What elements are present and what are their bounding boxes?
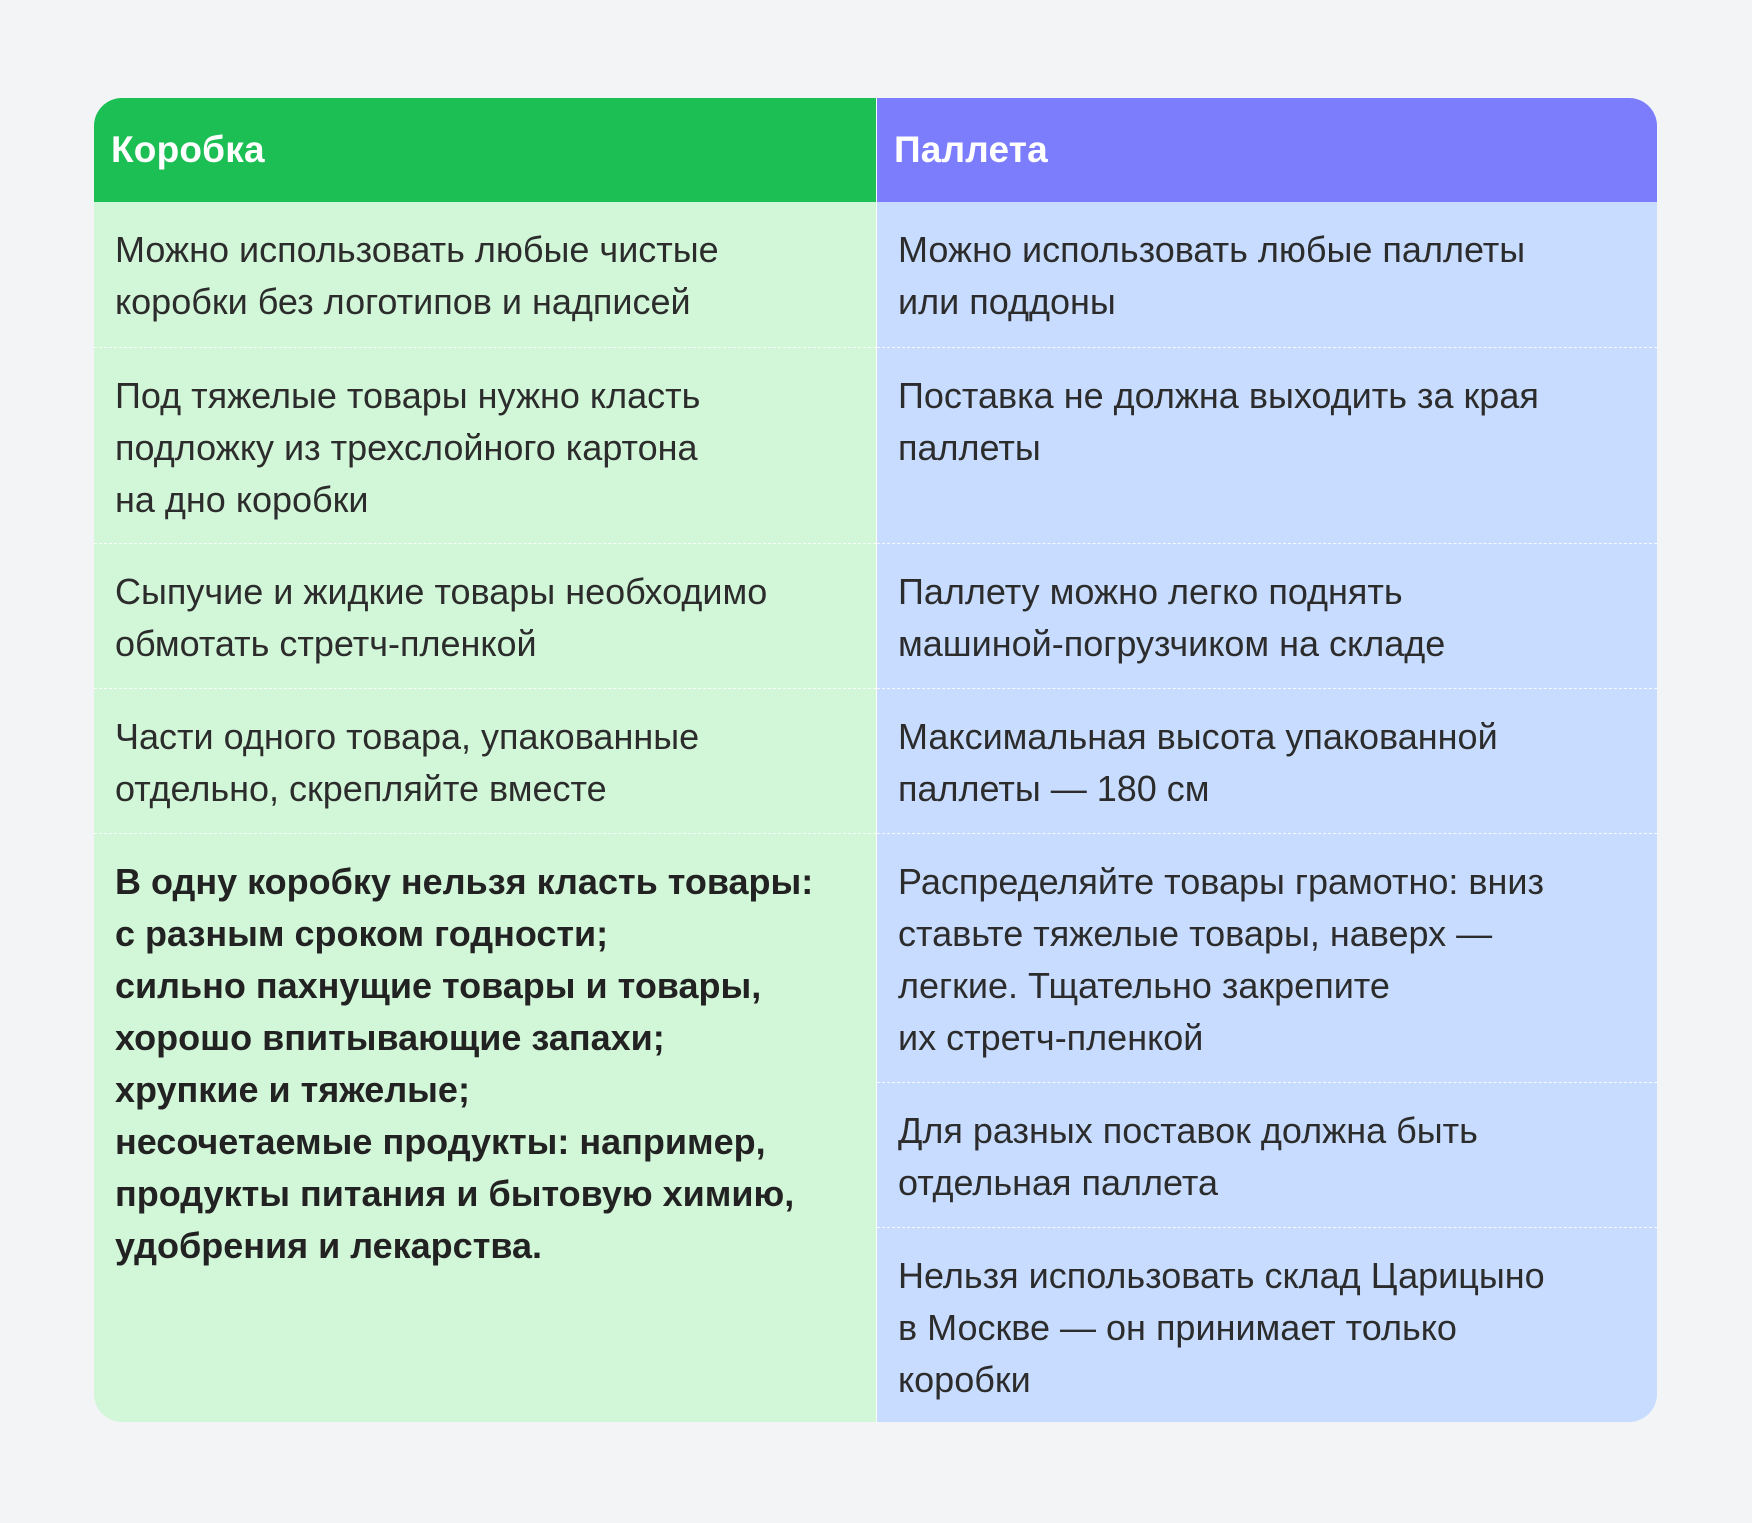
comparison-table [94,98,1657,1422]
box-header: Коробка [94,98,876,202]
pallet-row: Нельзя использовать склад Царицыно в Москве — он принимает только коробки [898,1255,1545,1400]
box-column [94,98,876,1422]
box-row: Сыпучие и жидкие товары необходимо обмотать стретч-пленкой [94,544,876,689]
pallet-header: Паллета [877,98,1657,202]
pallet-row: Для разных поставок должна быть отдельная паллета [877,1083,1657,1228]
box-row: Части одного товара, упакованные отдельно, скрепляйте вместе [94,689,876,834]
pallet-column [877,98,1657,1422]
column-divider [876,98,877,1422]
pallet-row: Максимальная высота упакованной паллеты — 180 см [877,689,1657,834]
box-row-restrictions: В одну коробку нельзя класть товары: с разным сроком годности; сильно пахнущие товары и товары, хорошо впитывающие запахи; хрупкие и тяжелые; несочетаемые продукты: например, продукты питания и бытовую химию, удобрения и лекарства. [115,861,814,1266]
pallet-row: Поставка не должна выходить за края паллеты [877,348,1657,544]
box-row: Под тяжелые товары нужно класть подложку из трехслойного картона на дно коробки [94,348,876,544]
pallet-row: Можно использовать любые паллеты или поддоны [877,202,1657,348]
pallet-row: Распределяйте товары грамотно: вниз ставьте тяжелые товары, наверх — легкие. Тщательно закрепите их стретч-пленкой [877,834,1657,1083]
pallet-row: Паллету можно легко поднять машиной-погрузчиком на складе [877,544,1657,689]
box-row: Можно использовать любые чистые коробки без логотипов и надписей [94,202,876,348]
